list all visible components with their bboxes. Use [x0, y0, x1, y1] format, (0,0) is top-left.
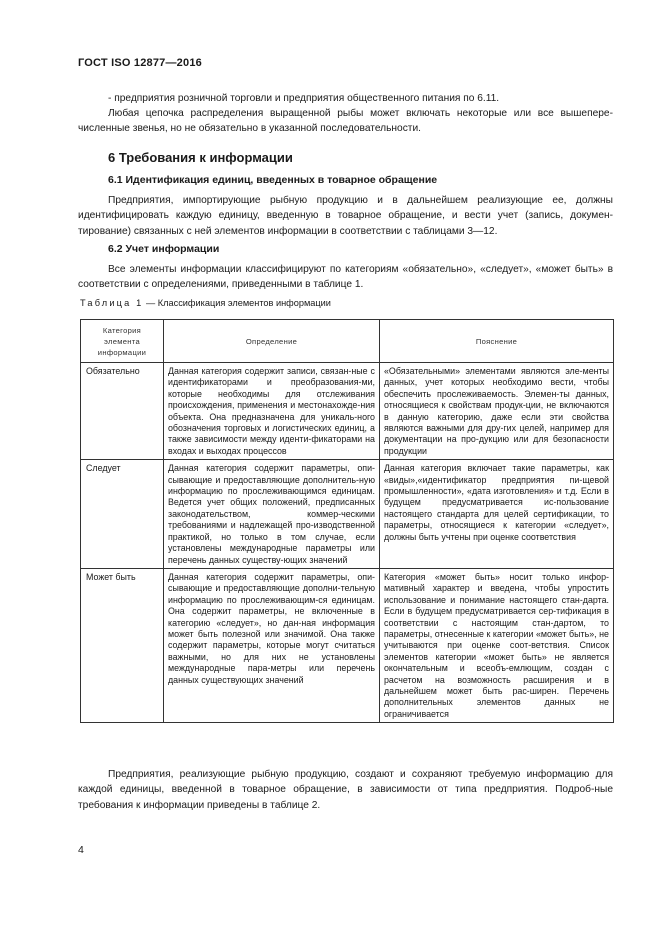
- document-header: ГОСТ ISO 12877—2016: [78, 57, 202, 69]
- section-6-2-text: Все элементы информации классифицируют по категориям «обязательно», «следует», «может быть» в соответствии с определениями, приведенными в таблице 1.: [78, 264, 613, 291]
- table-caption-label: Таблица 1: [80, 298, 144, 308]
- table-caption: [80, 298, 331, 308]
- row-explanation: «Обязательными» элементами являются эле-менты данных, учет которых необходимо вести, чтобы обеспечить прослеживаемость. Элемен-ты данных, относящиеся к свойствам продук-ции, не включаются в данную категорию, даже если эти свойства являются важными для дру-гих целей, например для документации на про-дукцию или для безопасности продукции: [380, 363, 614, 460]
- table-row: [81, 363, 614, 460]
- row-category: Может быть: [81, 568, 164, 722]
- row-explanation: Данная категория включает такие параметры, как «виды»,«идентификатор предприятия пи-щевой промышленности», «дата изготовления» и т.д. Если в будущем предусматривается ис-пользование настоящего стандарта для целей сертификации, то параметры, относящиеся к категории «следует», должны быть учтены при оценке соответствия: [380, 460, 614, 569]
- row-definition: Данная категория содержит записи, связан-ные с идентификаторами и преобразования-ми, которые необходимы для отслеживания происхождения, применения и местонахожде-ния объекта. Она предназначена для уникаль-ного обозначения торговых и логистических единиц, а также зависимости между иденти-фикаторами на входах и выходах процессов: [164, 363, 380, 460]
- row-definition: Данная категория содержит параметры, опи-сывающие и предоставляющие дополнитель-ную информацию по прослеживающимся единицам. Ведется учет общих положений, предписанных законодательством, коммер-ческими требованиями и надлежащей про-изводственной практикой, но только в том случае, если установлены международные параметры или перечень данных существу-ющих значений: [164, 460, 380, 569]
- header-explanation: Пояснение: [380, 320, 614, 363]
- intro-paragraph: Любая цепочка распределения выращенной рыбы может включать некоторые или все вышепере-численные звенья, но не обязательно в указанной последовательности.: [78, 108, 613, 135]
- table-row: [81, 460, 614, 569]
- closing-paragraph: Предприятия, реализующие рыбную продукцию, создают и сохраняют требуемую информацию для каждой единицы, введенной в товарное обращение, в зависимости от типа предприятия. Подроб-ные требования к информации приведены в таблице 2.: [78, 769, 613, 811]
- row-category: Следует: [81, 460, 164, 569]
- section-6-1-text: Предприятия, импортирующие рыбную продукцию и в дальнейшем реализующие ее, должны идентифицировать каждую единицу, введенную в товарное обращение, и вести учет (запись, докумен-тирование) связанных с ней элементов информации в соответствии с таблицами 3—12.: [78, 195, 613, 237]
- row-category: Обязательно: [81, 363, 164, 460]
- page-number: 4: [78, 844, 84, 856]
- header-definition: Определение: [164, 320, 380, 363]
- header-category: Категория элемента информации: [81, 320, 164, 363]
- section-6-1-title: 6.1 Идентификация единиц, введенных в товарное обращение: [108, 174, 438, 186]
- table-row: [81, 568, 614, 722]
- section-6-title: 6 Требования к информации: [108, 150, 293, 165]
- classification-table: [80, 319, 614, 723]
- row-definition: Данная категория содержит параметры, опи-сывающие и предоставляющие дополни-тельную информацию по прослеживающим-ся единицам. Она содержит параметры, не включенные в категорию «следует», но дан-ная информация может быть полезной или значимой. Она также содержит параметры, которые могут считаться важными, но для них не установлены международные пара-метры или перечень данных существующих значений: [164, 568, 380, 722]
- section-6-2-title: 6.2 Учет информации: [108, 243, 220, 255]
- table-header-row: [81, 320, 614, 363]
- intro-list-item: - предприятия розничной торговли и предприятия общественного питания по 6.11.: [108, 93, 500, 104]
- table-caption-text: — Классификация элементов информации: [143, 298, 331, 308]
- row-explanation: Категория «может быть» носит только инфор-мативный характер и введена, чтобы упростить использование и понимание настоящего стан-дарта. Если в будущем предусматривается сер-тификация в соответствии с настоящим стан-дартом, то параметры, отнесенные к категории «может быть», не учитываются при оценке соот-ветствия. Список элементов категории «может быть» не является окончательным и всеобъ-емлющим, создан с расчетом на возможность расширения и в дальнейшем может быть рас-ширен. Перечень дополнительных элементов данных не ограничивается: [380, 568, 614, 722]
